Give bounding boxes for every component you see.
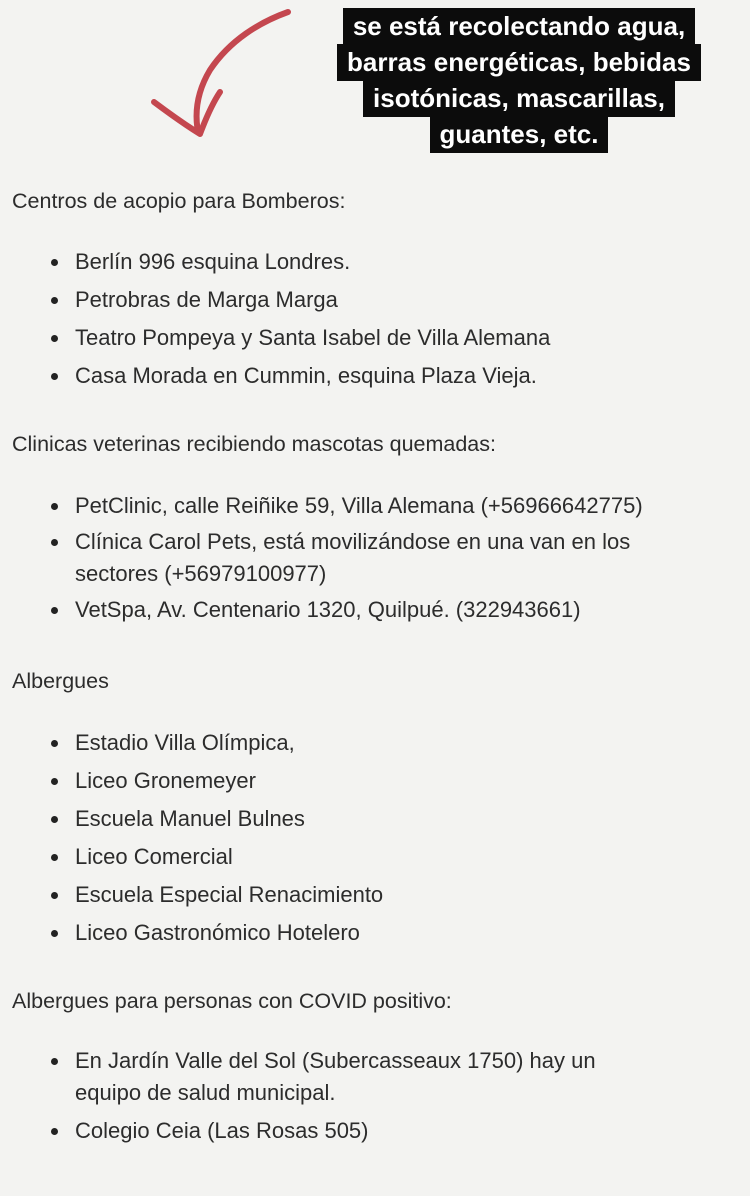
sticker-line: isotónicas, mascarillas,: [363, 80, 675, 117]
red-arrow-icon: [120, 0, 310, 150]
bullet-icon: [51, 816, 58, 823]
section-heading-albergues: Albergues: [12, 669, 109, 693]
list-item: VetSpa, Av. Centenario 1320, Quilpué. (322943661): [0, 594, 740, 626]
bullet-icon: [51, 373, 58, 380]
bullet-icon: [51, 930, 58, 937]
list-bomberos: [0, 246, 740, 392]
list-item: Escuela Manuel Bulnes: [0, 803, 740, 835]
list-item: Liceo Gastronómico Hotelero: [0, 917, 740, 949]
list-item: Casa Morada en Cummin, esquina Plaza Vieja.: [0, 360, 740, 392]
section-heading-covid: Albergues para personas con COVID positivo:: [12, 989, 452, 1013]
bullet-icon: [51, 1128, 58, 1135]
sticker-line: guantes, etc.: [430, 116, 609, 153]
bullet-icon: [51, 539, 58, 546]
bullet-icon: [51, 607, 58, 614]
list-albergues: [0, 727, 740, 949]
section-heading-bomberos: Centros de acopio para Bomberos:: [12, 189, 346, 213]
list-clinicas: [0, 490, 740, 626]
list-covid: [0, 1045, 740, 1147]
list-item: Escuela Especial Renacimiento: [0, 879, 740, 911]
list-item: Teatro Pompeya y Santa Isabel de Villa Alemana: [0, 322, 740, 354]
bullet-icon: [51, 503, 58, 510]
bullet-icon: [51, 740, 58, 747]
section-heading-clinicas: Clinicas veterinas recibiendo mascotas quemadas:: [12, 432, 496, 456]
list-item: Liceo Gronemeyer: [0, 765, 740, 797]
list-item: Colegio Ceia (Las Rosas 505): [0, 1115, 740, 1147]
sticker-text-box: [324, 8, 714, 153]
list-item: Petrobras de Marga Marga: [0, 284, 740, 316]
bullet-icon: [51, 1058, 58, 1065]
bullet-icon: [51, 854, 58, 861]
list-item: PetClinic, calle Reiñike 59, Villa Alemana (+56966642775): [0, 490, 740, 522]
bullet-icon: [51, 335, 58, 342]
bullet-icon: [51, 778, 58, 785]
list-item: Berlín 996 esquina Londres.: [0, 246, 740, 278]
bullet-icon: [51, 892, 58, 899]
bullet-icon: [51, 297, 58, 304]
sticker-line: barras energéticas, bebidas: [337, 44, 701, 81]
list-item: Liceo Comercial: [0, 841, 740, 873]
sticker-line: se está recolectando agua,: [343, 8, 695, 45]
bullet-icon: [51, 259, 58, 266]
list-item: En Jardín Valle del Sol (Subercasseaux 1750) hay un equipo de salud municipal.: [0, 1045, 740, 1109]
list-item: Clínica Carol Pets, está movilizándose en una van en los sectores (+56979100977): [0, 526, 740, 590]
list-item: Estadio Villa Olímpica,: [0, 727, 740, 759]
